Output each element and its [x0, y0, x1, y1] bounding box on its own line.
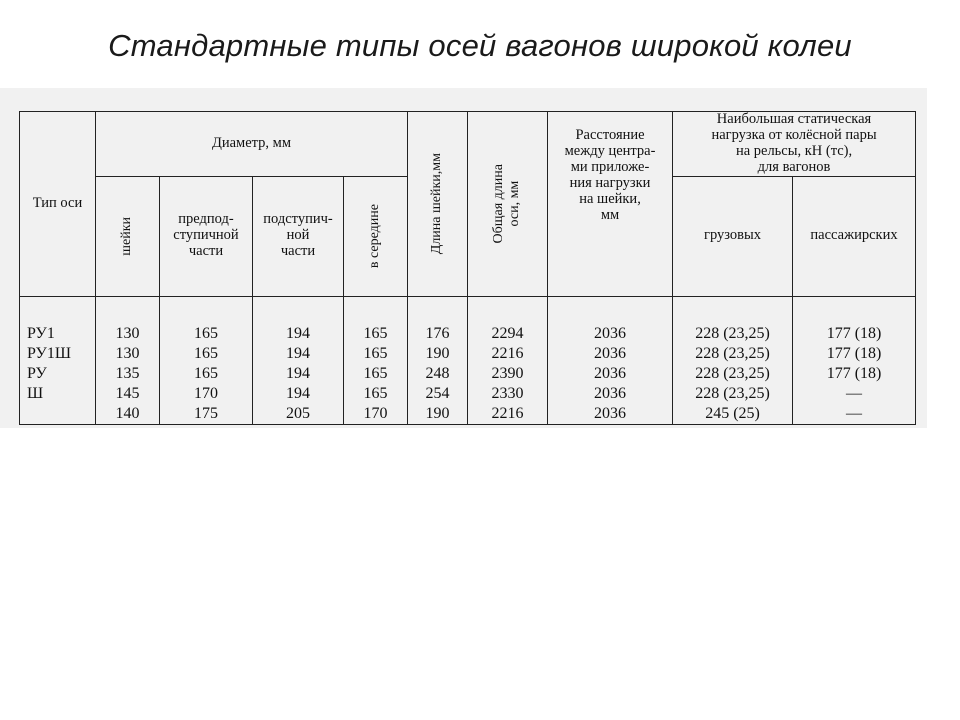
table-cell: 2036: [594, 324, 627, 342]
col-diameter-middle: [344, 296, 408, 424]
table-cell: 2330: [491, 384, 524, 402]
header-diameter-journal-text: шейки: [119, 216, 135, 256]
table-cell: РУ: [27, 364, 47, 382]
table-cell: 177 (18): [826, 364, 882, 382]
header-diameter-middle-text: в середине: [367, 204, 383, 269]
table-cell: Ш: [27, 384, 44, 402]
table-cell: 177 (18): [826, 344, 882, 362]
header-diameter-hub: подступич- ной части: [253, 176, 344, 296]
header-journal-length-text: Длина шейки,мм: [429, 153, 445, 255]
header-axle-type: Тип оси: [20, 112, 96, 297]
table-cell: 2294: [491, 324, 524, 342]
table-cell: 145: [115, 384, 140, 402]
table-cell: —: [846, 384, 863, 402]
table-cell: 194: [286, 384, 310, 402]
col-load-distance: [548, 296, 673, 424]
header-max-load-freight: грузовых: [673, 176, 793, 296]
table-cell: 2216: [491, 344, 524, 362]
table-cell: 2036: [594, 364, 627, 382]
table-cell: 2036: [594, 404, 627, 422]
col-axle-type: [20, 296, 96, 424]
table-cell: 194: [286, 364, 310, 382]
table-cell: 165: [363, 384, 388, 402]
col-journal-length: [408, 296, 468, 424]
table-cell: —: [846, 404, 863, 422]
table-cell: 165: [194, 364, 218, 382]
table-cell: 170: [363, 404, 388, 422]
table-cell: 2216: [491, 404, 524, 422]
table-cell: 190: [425, 404, 450, 422]
table-cell: 176: [425, 324, 450, 342]
table-cell: 2036: [594, 344, 627, 362]
table-cell: 165: [363, 364, 388, 382]
table-cell: 194: [286, 324, 310, 342]
table-cell: [27, 404, 95, 424]
table-cell: 170: [194, 384, 218, 402]
table-cell: 248: [425, 364, 450, 382]
col-total-length: [468, 296, 548, 424]
header-total-length: [468, 112, 548, 297]
header-max-load-group: Наибольшая статическая нагрузка от колёсной пары на рельсы, кН (тс), для вагонов: [673, 112, 916, 177]
table-cell: 165: [363, 344, 388, 362]
table-cell: 228 (23,25): [695, 364, 770, 382]
header-diameter-group: Диаметр, мм: [96, 112, 408, 177]
header-diameter-prehub: предпод- ступичной части: [160, 176, 253, 296]
table-cell: 130: [115, 344, 140, 362]
table-cell: 130: [115, 324, 140, 342]
col-max-load-passenger: [793, 296, 916, 424]
table-cell: 228 (23,25): [695, 324, 770, 342]
col-diameter-hub: [253, 296, 344, 424]
table-cell: 228 (23,25): [695, 344, 770, 362]
header-max-load-passenger: пассажирских: [793, 176, 916, 296]
slide-title: Стандартные типы осей вагонов широкой колеи: [108, 28, 852, 63]
table-cell: 140: [115, 404, 140, 422]
table-cell: 245 (25): [705, 404, 760, 422]
header-total-length-text: Общая длина оси, мм: [491, 164, 523, 244]
table-cell: 135: [115, 364, 140, 382]
table-cell: 175: [194, 404, 218, 422]
table-cell: 165: [363, 324, 388, 342]
col-diameter-journal: [96, 296, 160, 424]
header-diameter-journal: [96, 176, 160, 296]
header-journal-length: [408, 112, 468, 297]
table-cell: 205: [286, 404, 310, 422]
table-cell: 190: [425, 344, 450, 362]
header-load-distance: Расстояние между центра- ми приложе- ния нагрузки на шейки, мм: [548, 112, 673, 297]
table-cell: 254: [425, 384, 450, 402]
table-cell: 228 (23,25): [695, 384, 770, 402]
header-diameter-middle: [344, 176, 408, 296]
col-diameter-prehub: [160, 296, 253, 424]
table-cell: 165: [194, 324, 218, 342]
table-cell: 165: [194, 344, 218, 362]
table-cell: 194: [286, 344, 310, 362]
table-cell: 177 (18): [826, 324, 882, 342]
table-cell: 2390: [491, 364, 524, 382]
col-max-load-freight: [673, 296, 793, 424]
table-cell: РУ1: [27, 324, 55, 342]
table-cell: РУ1Ш: [27, 344, 71, 362]
table-cell: 2036: [594, 384, 627, 402]
axle-types-table: [19, 111, 916, 425]
